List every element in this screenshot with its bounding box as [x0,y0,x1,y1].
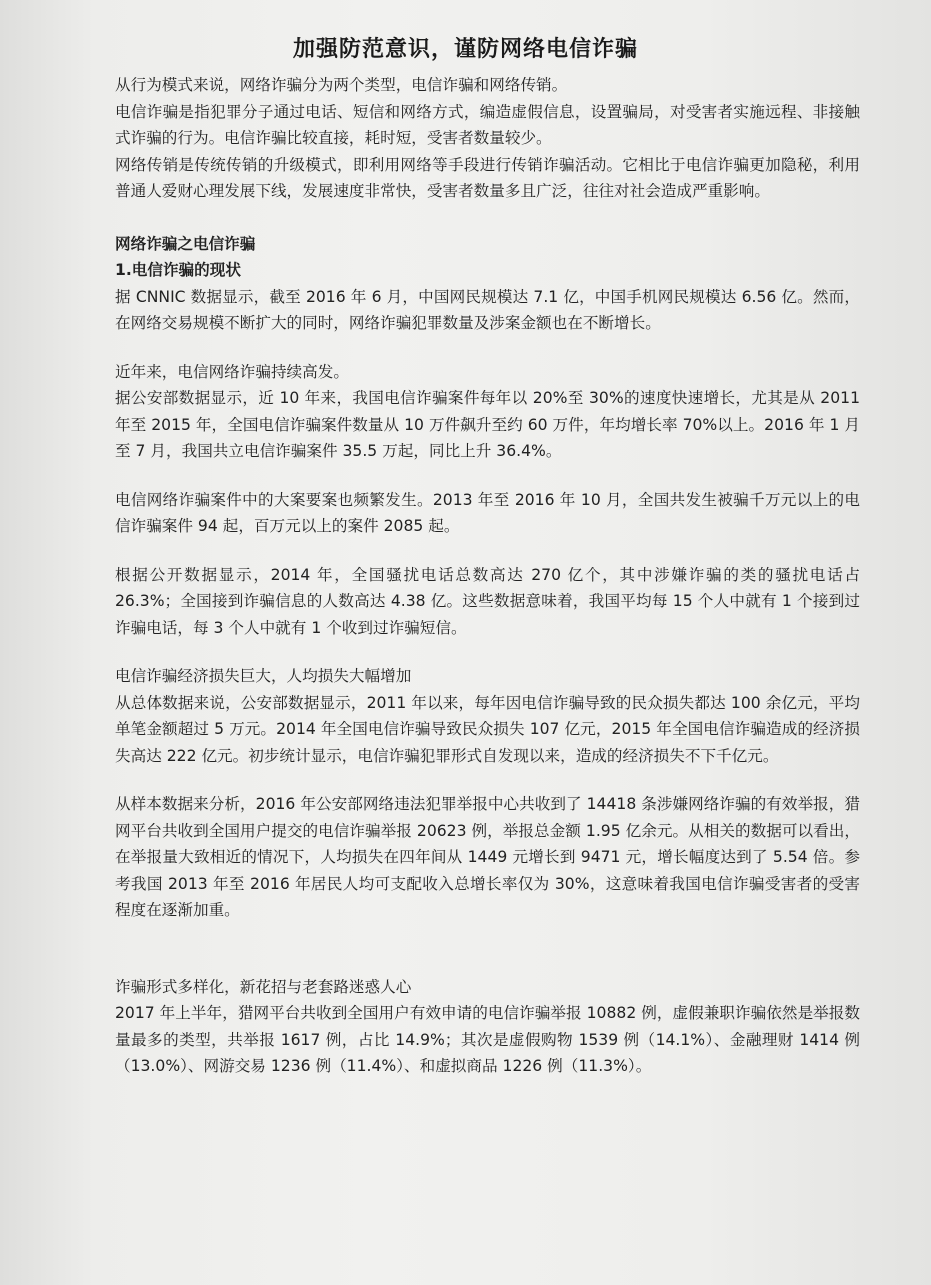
section-title: 网络诈骗之电信诈骗 [115,234,256,253]
intro-paragraph-1: 从行为模式来说，网络诈骗分为两个类型，电信诈骗和网络传销。 [115,76,568,94]
document-body [115,72,860,1080]
forms-paragraph: 2017 年上半年，猎网平台共收到全国用户有效申请的电信诈骗举报 10882 例，虚假兼职诈骗依然是举报数量最多的类型，共举报 1617 例，占比 14.9%；其次是虚假购物 1539 例（14.1%）、金融理财 1414 例（13.0%）、网游交易 1236 例（11.4%）、和虚拟商品 1226 例（11.3%）。 [115,1004,860,1075]
forms-heading: 诈骗形式多样化，新花招与老套路迷惑人心 [115,977,412,996]
sample-paragraph: 从样本数据来分析，2016 年公安部网络违法犯罪举报中心共收到了 14418 条涉嫌网络诈骗的有效举报，猎网平台共收到全国用户提交的电信诈骗举报 20623 例，举报总金额 1.95 亿余元。从相关的数据可以看出，在举报量大致相近的情况下，人均损失在四年间从 1449 元增长到 9471 元，增长幅度达到了 5.54 倍。参考我国 2013 年至 2016 年居民人均可支配收入总增长率仅为 30%，这意味着我国电信诈骗受害者的受害程度在逐渐加重。 [115,795,860,919]
loss-heading: 电信诈骗经济损失巨大，人均损失大幅增加 [115,667,412,685]
harassment-paragraph: 根据公开数据显示，2014 年，全国骚扰电话总数高达 270 亿个，其中涉嫌诈骗的类的骚扰电话占 26.3%；全国接到诈骗信息的人数高达 4.38 亿。这些数据意味着，我国平均每 15 个人中就有 1 个接到过诈骗电话，每 3 个人中就有 1 个收到过诈骗短信。 [115,565,860,637]
big-cases-paragraph: 电信网络诈骗案件中的大案要案也频繁发生。2013 年至 2016 年 10 月，全国共发生被骗千万元以上的电信诈骗案件 94 起，百万元以上的案件 2085 起。 [115,490,860,535]
intro-paragraph-3: 网络传销是传统传销的升级模式，即利用网络等手段进行传销诈骗活动。它相比于电信诈骗更加隐秘，利用普通人爱财心理发展下线，发展速度非常快，受害者数量多且广泛，往往对社会造成严重影响。 [115,155,860,200]
document-title: 加强防范意识，谨防网络电信诈骗 [292,37,638,62]
intro-paragraph-2: 电信诈骗是指犯罪分子通过电话、短信和网络方式，编造虚假信息，设置骗局，对受害者实施远程、非接触式诈骗的行为。电信诈骗比较直接，耗时短，受害者数量较少。 [115,102,860,147]
recent-heading: 近年来，电信网络诈骗持续高发。 [115,362,349,381]
ministry-paragraph: 据公安部数据显示，近 10 年来，我国电信诈骗案件每年以 20%至 30%的速度快速增长，尤其是从 2011 年至 2015 年，全国电信诈骗案件数量从 10 万件飙升至约 60 万件，年均增长率 70%以上。2016 年 1 月至 7 月，我国共立电信诈骗案件 35.5 万起，同比上升 36.4%。 [115,389,860,460]
cnnic-paragraph: 据 CNNIC 数据显示，截至 2016 年 6 月，中国网民规模达 7.1 亿，中国手机网民规模达 6.56 亿。然而，在网络交易规模不断扩大的同时，网络诈骗犯罪数量及涉案金额也在不断增长。 [115,287,860,332]
loss-paragraph: 从总体数据来说，公安部数据显示，2011 年以来，每年因电信诈骗导致的民众损失都达 100 余亿元，平均单笔金额超过 5 万元。2014 年全国电信诈骗导致民众损失 107 亿元，2015 年全国电信诈骗造成的经济损失高达 222 亿元。初步统计显示，电信诈骗犯罪形式自发现以来，造成的经济损失不下千亿元。 [115,693,860,765]
subsection-title: 1.电信诈骗的现状 [115,261,241,279]
